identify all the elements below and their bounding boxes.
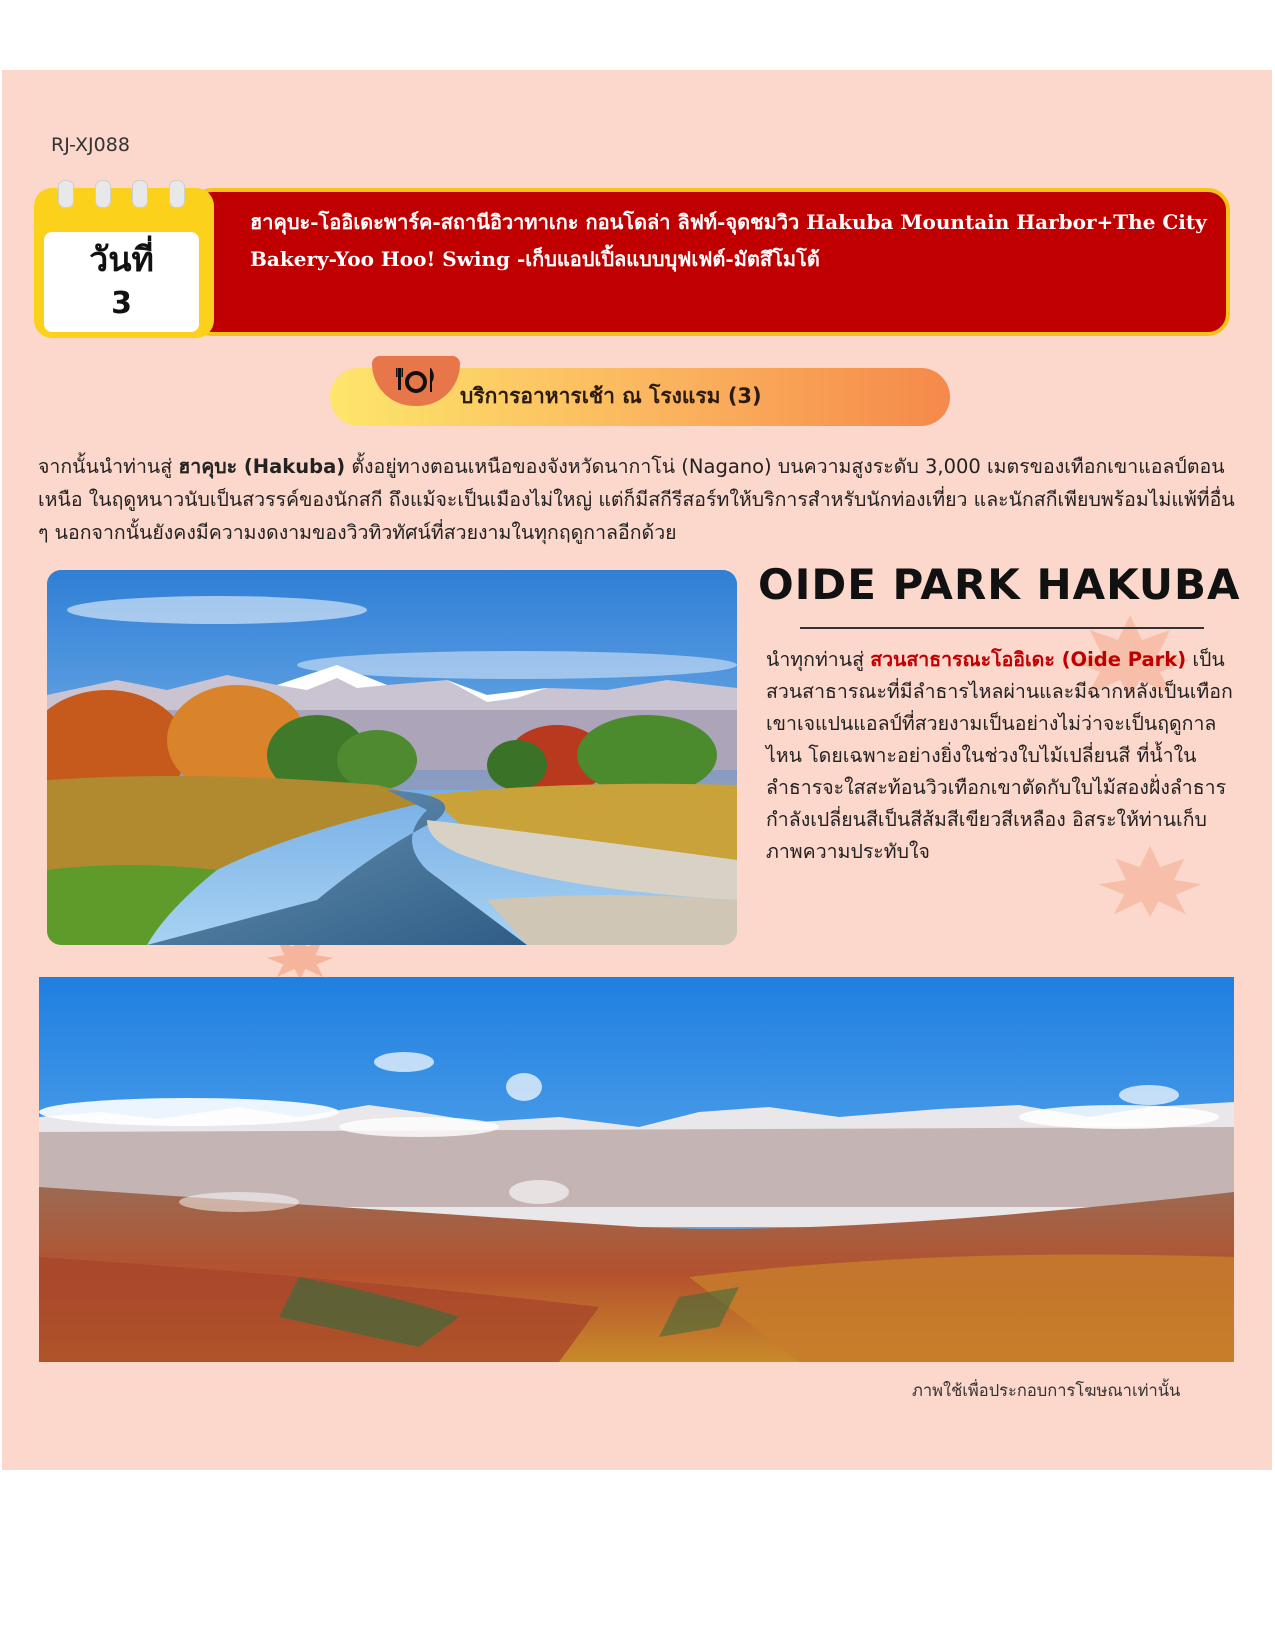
calendar-ring (132, 180, 148, 208)
calendar-ring (169, 180, 185, 208)
dining-plate-icon (394, 362, 438, 402)
day-number: 3 (111, 286, 132, 321)
calendar-ring (95, 180, 111, 208)
photo-caption: ภาพใช้เพื่อประกอบการโฆษณาเท่านั้น (912, 1381, 1181, 1400)
meal-text: บริการอาหารเช้า ณ โรงแรม (3) (460, 384, 762, 408)
day-title: ฮาคุบะ-โออิเดะพาร์ค-สถานีอิวาทาเกะ กอนโดล่า ลิฟท์-จุดชมวิว Hakuba Mountain Harbor+The City Bakery-Yoo Hoo! Swing -เก็บแอปเปิ้ลแบบบุฟเฟต์-มัตสึโมโต้ (250, 210, 1207, 271)
day-label: วันที่ (89, 240, 154, 280)
intro-place-name: ฮาคุบะ (Hakuba) (178, 455, 346, 478)
document-code: RJ-XJ088 (51, 134, 130, 156)
section-title: OIDE PARK HAKUBA (758, 560, 1241, 609)
oide-park-photo (47, 570, 737, 945)
desc-text: นำทุกท่านสู่ (766, 648, 871, 671)
intro-paragraph (38, 450, 1238, 549)
intro-text: ตั้งอยู่ทางตอนเหนือของจังหวัดนากาโน่ (Nagano) บนความสูงระดับ 3,000 เมตรของเทือกเขาแอลป์ตอนเหนือ ในฤดูหนาวนับเป็นสวรรค์ของนักสกี ถึงแม้จะเป็นเมืองไม่ใหญ่ แต่ก็มีสกีรีสอร์ทให้บริการสำหรับนักท่องเที่ยว และนักสกีเพียบพร้อมไม่แพ้ที่อื่น ๆ นอกจากนั้นยังคงมีความงดงามของวิวทิวทัศน์ที่สวยงามในทุกฤดูกาลอีกด้วย (38, 455, 1235, 544)
desc-text: เป็นสวนสาธารณะที่มีลำธารไหลผ่านและมีฉากหลังเป็นเทือกเขาเจแปนแอลป์ที่สวยงามเป็นอย่างไม่ว่าจะเป็นฤดูกาลไหน โดยเฉพาะอย่างยิ่งในช่วงใบไม้เปลี่ยนสี ที่น้ำในลำธารจะใสสะท้อนวิวเทือกเขาตัดกับใบไม้สองฝั่งลำธารกำลังเปลี่ยนสีเป็นสีส้มสีเขียวสีเหลือง อิสระให้ท่านเก็บภาพความประทับใจ (766, 648, 1233, 863)
desc-highlight: สวนสาธารณะโออิเดะ (Oide Park) (870, 648, 1187, 671)
intro-text: จากนั้นนำท่านสู่ (38, 455, 179, 478)
calendar-ring (58, 180, 74, 208)
title-divider (800, 627, 1204, 629)
mountain-panorama-photo (39, 977, 1234, 1362)
section-description (766, 644, 1236, 868)
